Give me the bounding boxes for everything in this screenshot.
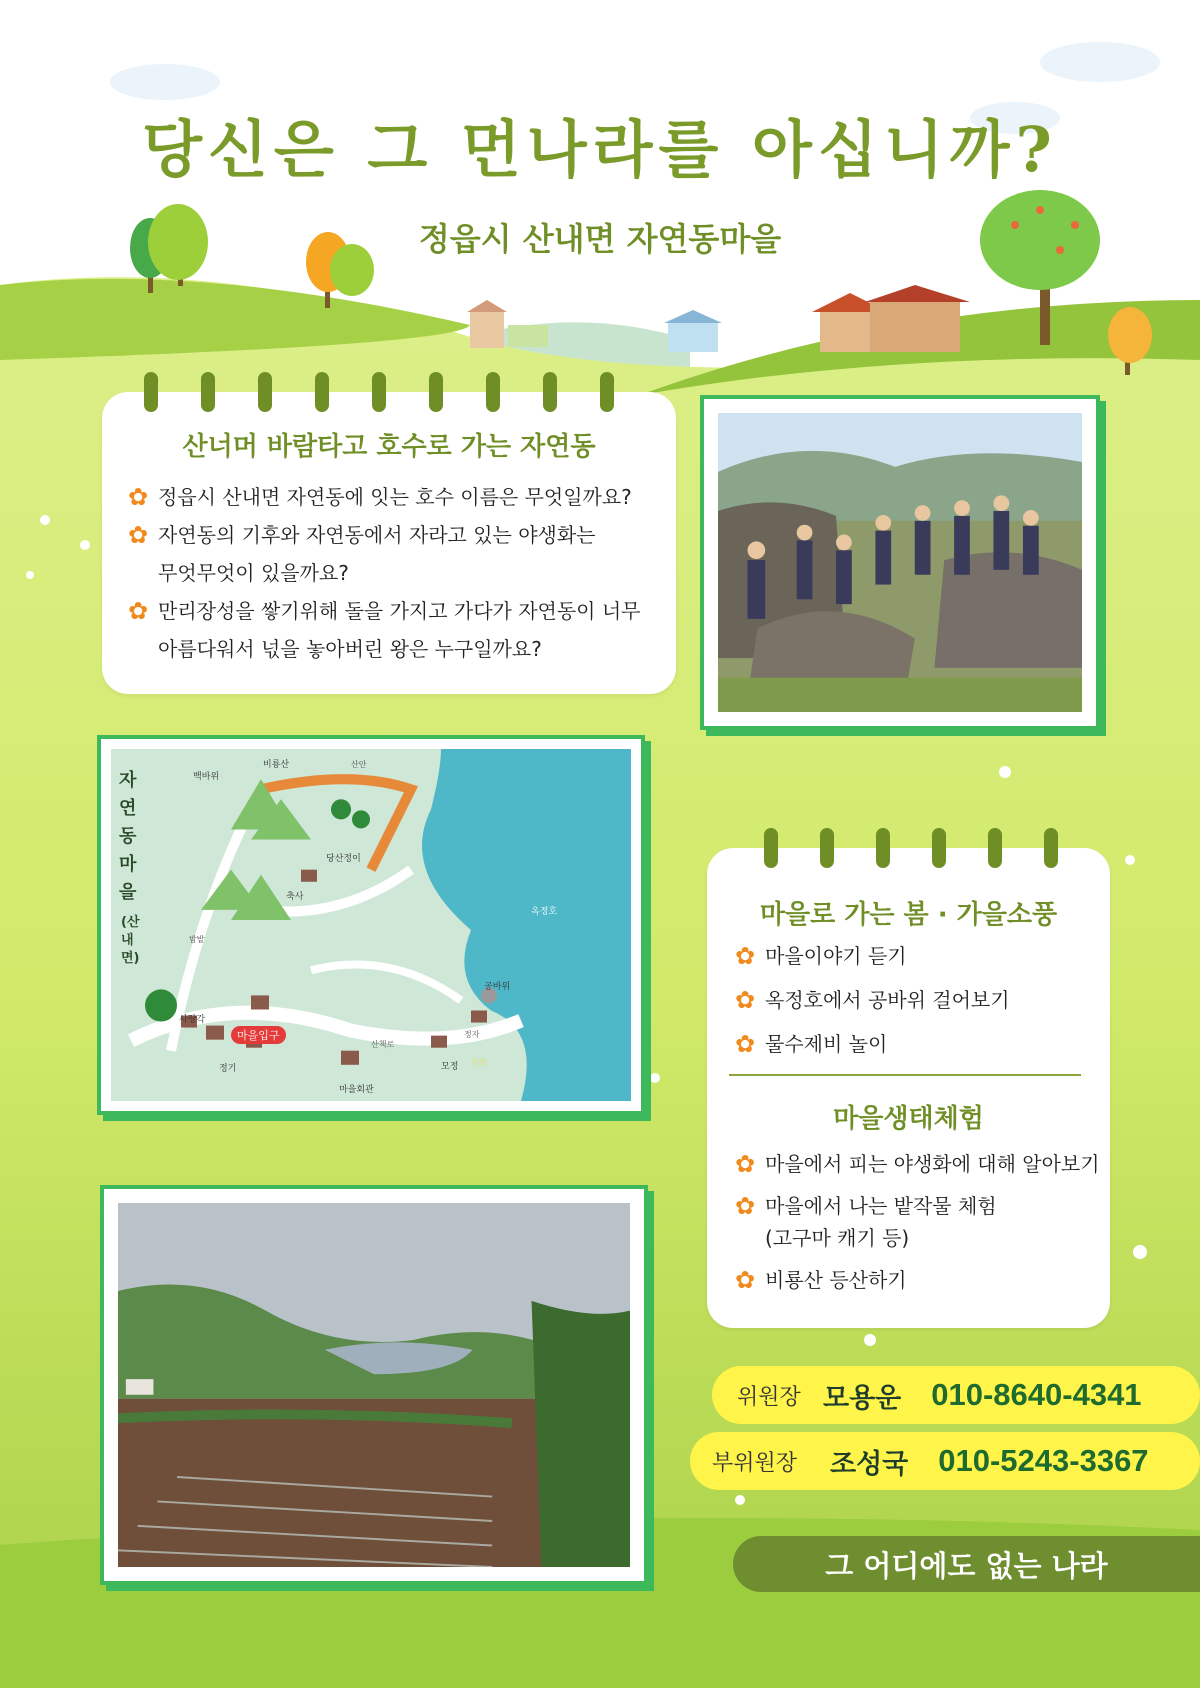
flower-bullet-icon: ✿ <box>735 1266 756 1294</box>
flower-bullet-icon: ✿ <box>128 521 149 549</box>
notebook-rings <box>144 372 614 412</box>
list-item: 아름다워서 넋을 놓아버린 왕은 누구일까요? <box>158 637 542 661</box>
list-item: ✿ 만리장성을 쌓기위해 돌을 가지고 가다가 자연동이 너무 <box>128 597 641 625</box>
map-label-entrance: 마을입구 <box>231 1026 286 1044</box>
activities-section2-list <box>735 1148 1105 1296</box>
children-photo-image <box>718 413 1082 712</box>
contact-name: 조성국 <box>830 1448 909 1480</box>
map-label-biryongsan: 비룡산 <box>263 760 290 770</box>
map-label-lake: 옥정호 <box>531 907 558 917</box>
activities-section1-title: 마을로 가는 봄 · 가을소풍 <box>759 900 1058 930</box>
village-map <box>97 735 645 1115</box>
contact-phone[interactable]: 010-8640-4341 <box>931 1377 1142 1412</box>
children-photo <box>700 395 1100 730</box>
contact-name: 모용운 <box>823 1382 902 1414</box>
map-label-hall: 마을회관 <box>339 1085 374 1095</box>
flower-bullet-icon: ✿ <box>735 1150 756 1178</box>
activities-section2-title: 마을생태체험 <box>833 1104 984 1134</box>
quiz-list <box>128 478 668 668</box>
section-divider <box>729 1074 1081 1076</box>
map-label-rock: 공바위 <box>484 982 511 992</box>
map-label-saranggak: 사랑각 <box>179 1015 206 1025</box>
landscape-photo <box>100 1185 648 1585</box>
contact-vice-chairman <box>690 1432 1200 1490</box>
flower-bullet-icon: ✿ <box>735 1192 756 1220</box>
map-label-sanan: 산안 <box>351 760 367 769</box>
page-title: 당신은 그 먼나라를 아십니까? <box>142 113 1058 186</box>
list-item: 무엇무엇이 있을까요? <box>158 561 349 585</box>
contact-role: 부위원장 <box>712 1450 798 1476</box>
map-vertical-title: 자연동마을 <box>119 770 137 903</box>
flower-bullet-icon: ✿ <box>735 942 756 970</box>
map-label-bat: 밤밭 <box>189 935 205 944</box>
map-label-pavilion: 모정 <box>441 1062 459 1072</box>
list-item: ✿ 마을에서 피는 야생화에 대해 알아보기 <box>735 1150 1100 1178</box>
list-item: ✿ 마을에서 나는 밭작물 체험 <box>735 1192 997 1220</box>
map-label-sanchaekro: 산책로 <box>371 1040 395 1049</box>
flower-bullet-icon: ✿ <box>735 986 756 1014</box>
map-label-baeksan: 백바위 <box>193 772 220 782</box>
contact-chairman <box>712 1366 1200 1424</box>
contact-phone[interactable]: 010-5243-3367 <box>938 1443 1149 1478</box>
list-item: ✿ 마을이야기 듣기 <box>735 942 907 970</box>
list-item: ✿ 비룡산 등산하기 <box>735 1266 907 1294</box>
list-item: ✿ 옥정호에서 공바위 걸어보기 <box>735 986 1010 1014</box>
activities-section1-list <box>735 934 1105 1066</box>
map-label-dangsan: 당산정이 <box>326 854 361 864</box>
slogan-banner: 그 어디에도 없는 나라 <box>733 1536 1200 1592</box>
quiz-card <box>102 392 676 694</box>
map-label-jeonggi: 정기 <box>219 1064 237 1074</box>
list-item: (고구마 캐기 등) <box>765 1226 910 1250</box>
map-vertical-subtitle: (산내면) <box>121 915 140 966</box>
quiz-title: 산너머 바람타고 호수로 가는 자연동 <box>182 432 596 462</box>
map-label-sojeong: 정자 <box>464 1030 480 1039</box>
flower-bullet-icon: ✿ <box>128 597 149 625</box>
list-item: ✿ 자연동의 기후와 자연동에서 자라고 있는 야생화는 <box>128 521 596 549</box>
list-item: ✿ 정읍시 산내면 자연동에 잇는 호수 이름은 무엇일까요? <box>128 483 632 511</box>
contact-role: 위원장 <box>737 1384 801 1410</box>
map-label-chuksa: 축사 <box>286 892 304 902</box>
flower-bullet-icon: ✿ <box>128 483 149 511</box>
flower-bullet-icon: ✿ <box>735 1030 756 1058</box>
map-label-moonbang: 문방 <box>471 1058 487 1067</box>
page-subtitle: 정읍시 산내면 자연동마을 <box>418 220 782 258</box>
list-item: ✿ 물수제비 놀이 <box>735 1030 888 1058</box>
notebook-rings <box>764 828 1058 868</box>
landscape-photo-image <box>118 1203 630 1567</box>
activities-card <box>707 848 1110 1328</box>
